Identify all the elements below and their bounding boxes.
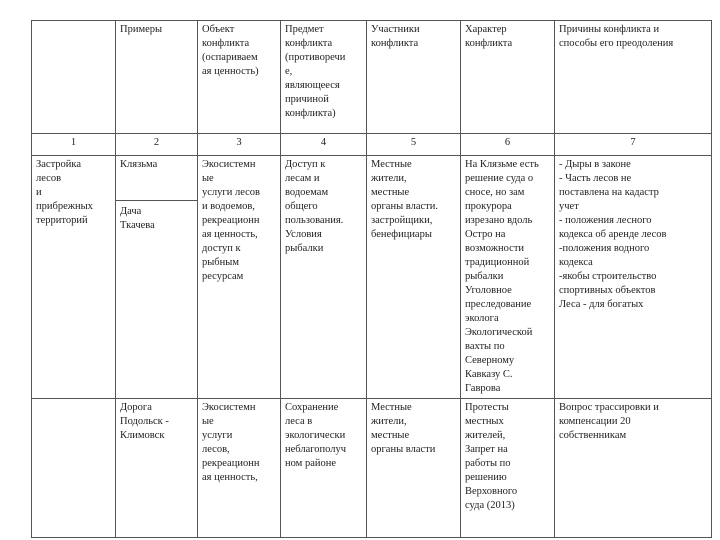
cell-line: доступ к — [202, 243, 241, 254]
cell-line: местных — [465, 416, 504, 427]
cell-line: Предмет — [285, 24, 324, 35]
cell-line: Гаврова — [465, 383, 501, 394]
header-examples: Примеры — [116, 21, 198, 134]
column-number: 1 — [32, 134, 116, 156]
header-participants — [367, 21, 461, 134]
cell-line: жителей, — [465, 430, 506, 441]
cell-line: и водоемов, — [202, 201, 255, 212]
participants-cell — [367, 399, 461, 538]
cell-line: рыбалки — [465, 271, 504, 282]
cell-line: работы по — [465, 458, 511, 469]
cell-line: местные — [371, 430, 410, 441]
cell-line: экологически — [285, 430, 346, 441]
cell-line: Северному — [465, 355, 515, 366]
cell-line: местные — [371, 187, 410, 198]
cell-line: ые — [202, 416, 214, 427]
cell-line: Сохранение — [285, 402, 339, 413]
cell-line: ресурсам — [202, 271, 244, 282]
subject-cell — [281, 156, 367, 399]
cell-line: леса в — [285, 416, 313, 427]
category-cell — [32, 156, 116, 399]
column-number: 3 — [198, 134, 281, 156]
table-row-road — [32, 399, 712, 538]
subject-cell — [281, 399, 367, 538]
cell-line: лесам и — [285, 173, 320, 184]
cell-line: кодекса об аренде лесов — [559, 229, 667, 240]
column-number: 6 — [461, 134, 555, 156]
causes-cell — [555, 156, 712, 399]
cell-line: Климовск — [120, 430, 165, 441]
cell-line: Объект — [202, 24, 235, 35]
cell-line: Причины конфликта и — [559, 24, 660, 35]
cell-line: -якобы строительство — [559, 271, 657, 282]
object-cell — [198, 156, 281, 399]
cell-line: эколога — [465, 313, 499, 324]
cell-line: территорий — [36, 215, 88, 226]
cell-line: Участники — [371, 24, 420, 35]
column-number: 2 — [116, 134, 198, 156]
cell-line: преследование — [465, 299, 532, 310]
cell-line: Экологической — [465, 327, 533, 338]
header-object — [198, 21, 281, 134]
cell-line: -положения водного — [559, 243, 650, 254]
cell-line: органы власти — [371, 444, 436, 455]
cell-line: конфликта — [465, 38, 513, 49]
cell-line: Экосистемн — [202, 159, 256, 170]
character-cell — [461, 399, 555, 538]
cell-line: конфликта — [371, 38, 419, 49]
cell-line: поставлена на кадастр — [559, 187, 659, 198]
cell-line: ые — [202, 173, 214, 184]
cell-line: Местные — [371, 402, 412, 413]
cell-line: ая ценность, — [202, 229, 258, 240]
cell-line: Ткачева — [120, 220, 155, 232]
cell-line: являющееся — [285, 80, 340, 91]
cell-line: рыбалки — [285, 243, 324, 254]
cell-line: Вопрос трассировки и — [559, 402, 659, 413]
example-cell — [116, 156, 198, 201]
cell-line: компенсации 20 — [559, 416, 631, 427]
header-causes — [555, 21, 712, 134]
cell-line: органы власти. — [371, 201, 438, 212]
cell-line: прибрежных — [36, 201, 93, 212]
cell-line: пользования. — [285, 215, 344, 226]
object-cell — [198, 399, 281, 538]
cell-line: Условия — [285, 229, 322, 240]
cell-line: - Дыры в законе — [559, 159, 631, 170]
cell-line: Клязьма — [120, 159, 158, 170]
column-number: 5 — [367, 134, 461, 156]
cell-line: способы его преодоления — [559, 38, 674, 49]
cell-line: лесов, — [202, 444, 230, 455]
cell-line: спортивных объектов — [559, 285, 656, 296]
cell-line: Местные — [371, 159, 412, 170]
table-row-klyazma — [32, 156, 712, 201]
cell-line: кодекса — [559, 257, 593, 268]
cell-line: Характер — [465, 24, 507, 35]
cell-line: Застройка — [36, 159, 82, 170]
header-character — [461, 21, 555, 134]
cell-line: - положения лесного — [559, 215, 652, 226]
cell-line: Дача — [120, 206, 142, 218]
cell-line: услуги — [202, 430, 233, 441]
cell-line: ая ценность) — [202, 66, 259, 77]
column-number-row — [32, 134, 712, 156]
cell-line: лесов — [36, 173, 62, 184]
cell-line: учет — [559, 201, 579, 212]
cell-line: На Клязьме есть — [465, 159, 539, 170]
cell-line: возможности — [465, 243, 525, 254]
participants-cell — [367, 156, 461, 399]
cell-line: - Часть лесов не — [559, 173, 632, 184]
cell-line: Остро на — [465, 229, 506, 240]
category-empty-cell — [32, 399, 116, 538]
cell-line: Верховного — [465, 486, 518, 497]
cell-line: неблагополуч — [285, 444, 347, 455]
cell-line: прокурора — [465, 201, 512, 212]
cell-line: Доступ к — [285, 159, 326, 170]
cell-line: решение суда о — [465, 173, 534, 184]
cell-line: (оспариваем — [202, 52, 258, 63]
cell-line: собственникам — [559, 430, 627, 441]
header-empty-cell — [32, 21, 116, 134]
cell-line: Уголовное — [465, 285, 512, 296]
conflict-table — [31, 20, 712, 538]
cell-line: общего — [285, 201, 318, 212]
cell-line: Кавказу С. — [465, 369, 513, 380]
cell-line: услуги лесов — [202, 187, 260, 198]
cell-line: сносе, но зам — [465, 187, 525, 198]
cell-line: вахты по — [465, 341, 505, 352]
cell-line: (противоречи — [285, 52, 346, 63]
cell-line: конфликта — [202, 38, 250, 49]
column-number: 7 — [555, 134, 712, 156]
cell-line: Леса - для богатых — [559, 299, 644, 310]
cell-line: Экосистемн — [202, 402, 256, 413]
cell-line: ном районе — [285, 458, 336, 469]
cell-line: конфликта — [285, 38, 333, 49]
cell-line: е, — [285, 66, 293, 77]
cell-line: жители, — [371, 173, 407, 184]
cell-line: рыбным — [202, 257, 239, 268]
column-number: 4 — [281, 134, 367, 156]
cell-line: водоемам — [285, 187, 329, 198]
example-cell — [116, 201, 198, 399]
cell-line: изрезано вдоль — [465, 215, 533, 226]
cell-line: рекреационн — [202, 215, 260, 226]
header-row — [32, 21, 712, 134]
cell-line: Подольск - — [120, 416, 169, 427]
cell-line: Дорога — [120, 402, 152, 413]
cell-line: рекреационн — [202, 458, 260, 469]
cell-line: конфликта) — [285, 108, 336, 119]
cell-line: жители, — [371, 416, 407, 427]
cell-line: и — [36, 187, 42, 198]
cell-line: причиной — [285, 94, 329, 105]
cell-line: Запрет на — [465, 444, 508, 455]
example-cell — [116, 399, 198, 538]
character-cell — [461, 156, 555, 399]
cell-line: решению — [465, 472, 507, 483]
cell-line: бенефициары — [371, 229, 432, 240]
cell-line: Протесты — [465, 402, 509, 413]
cell-line: традиционной — [465, 257, 530, 268]
cell-line: застройщики, — [371, 215, 433, 226]
header-subject — [281, 21, 367, 134]
causes-cell — [555, 399, 712, 538]
cell-line: ая ценность, — [202, 472, 258, 483]
cell-line: суда (2013) — [465, 500, 515, 511]
